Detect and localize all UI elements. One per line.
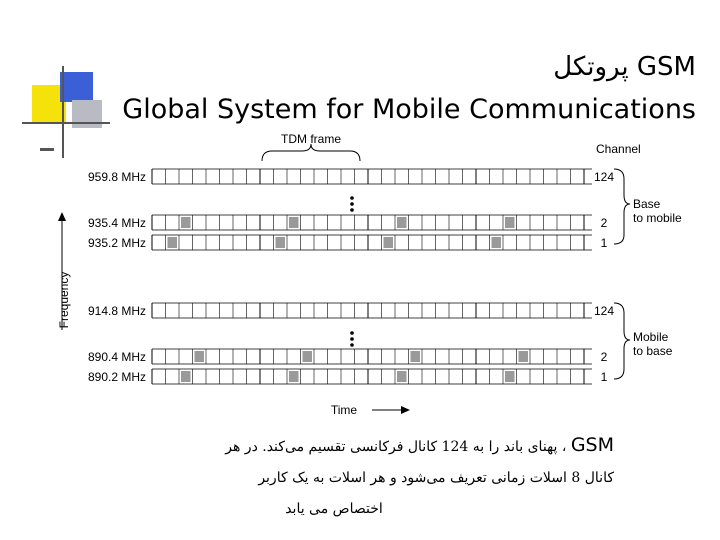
channel-rows — [88, 169, 614, 384]
allocated-time-slot — [289, 371, 299, 382]
allocated-time-slot — [505, 371, 515, 382]
description-gsm-term: GSM — [570, 434, 614, 456]
mobile-rows-ellipsis — [350, 331, 354, 347]
allocated-time-slot — [168, 237, 178, 248]
allocated-time-slot — [492, 237, 502, 248]
allocated-time-slot — [303, 351, 313, 362]
allocated-time-slot — [276, 237, 286, 248]
channel-row — [88, 349, 608, 364]
row-frequency-label: 890.2 MHz — [87, 370, 146, 384]
channel-row — [88, 369, 608, 384]
time-axis-arrowhead — [401, 406, 410, 414]
channel-row — [88, 215, 608, 230]
mobile-to-base-label-line2: to base — [633, 344, 673, 358]
allocated-time-slot — [195, 351, 205, 362]
row-channel-number: 2 — [600, 216, 608, 230]
mobile-to-base-bracket — [614, 303, 630, 379]
channel-row — [88, 235, 608, 250]
allocated-time-slot — [181, 371, 191, 382]
description-line-1: ، پهنای باند را به 124 کانال فرکانسی تقسیم می‌کند. در هر — [225, 439, 567, 455]
deco-horizontal-line — [22, 122, 110, 124]
frequency-axis-arrowhead — [58, 212, 66, 221]
slide-title-persian: پروتکل GSM — [553, 52, 696, 82]
row-channel-number: 124 — [593, 304, 615, 318]
row-frequency-label: 959.8 MHz — [87, 170, 146, 184]
description-line-3: اختصاص می یابد — [285, 501, 383, 517]
allocated-time-slot — [181, 217, 191, 228]
slide-title-english: Global System for Mobile Communications — [122, 94, 696, 125]
tdm-frame-bracket — [262, 144, 360, 161]
time-label: Time — [330, 403, 358, 417]
row-channel-number: 124 — [593, 170, 615, 184]
frequency-label: Frequency — [57, 271, 71, 329]
base-to-mobile-label-line1: Base — [633, 197, 661, 211]
allocated-time-slot — [397, 371, 407, 382]
allocated-time-slot — [384, 237, 394, 248]
base-to-mobile-label-line2: to mobile — [633, 211, 682, 225]
gsm-fdma-tdma-diagram — [0, 125, 720, 425]
row-channel-number: 1 — [600, 370, 608, 384]
base-rows-ellipsis — [350, 196, 354, 212]
tdm-frame-label: TDM frame — [281, 132, 341, 146]
row-channel-number: 2 — [600, 350, 608, 364]
row-frequency-label: 935.2 MHz — [87, 236, 146, 250]
allocated-time-slot — [519, 351, 529, 362]
channel-row — [88, 303, 614, 318]
channel-header: Channel — [596, 142, 641, 156]
row-channel-number: 1 — [600, 236, 608, 250]
row-frequency-label: 890.4 MHz — [87, 350, 146, 364]
channel-row — [88, 169, 614, 184]
deco-blue-square — [60, 72, 93, 102]
row-frequency-label: 935.4 MHz — [87, 216, 146, 230]
row-frequency-label: 914.8 MHz — [87, 304, 146, 318]
allocated-time-slot — [505, 217, 515, 228]
gsm-description — [94, 430, 614, 525]
allocated-time-slot — [289, 217, 299, 228]
description-line-2: کانال 8 اسلات زمانی تعریف می‌شود و هر اسلات به یک کاربر — [258, 470, 614, 486]
allocated-time-slot — [397, 217, 407, 228]
mobile-to-base-label-line1: Mobile — [633, 330, 669, 344]
allocated-time-slot — [411, 351, 421, 362]
base-to-mobile-bracket — [614, 169, 630, 244]
